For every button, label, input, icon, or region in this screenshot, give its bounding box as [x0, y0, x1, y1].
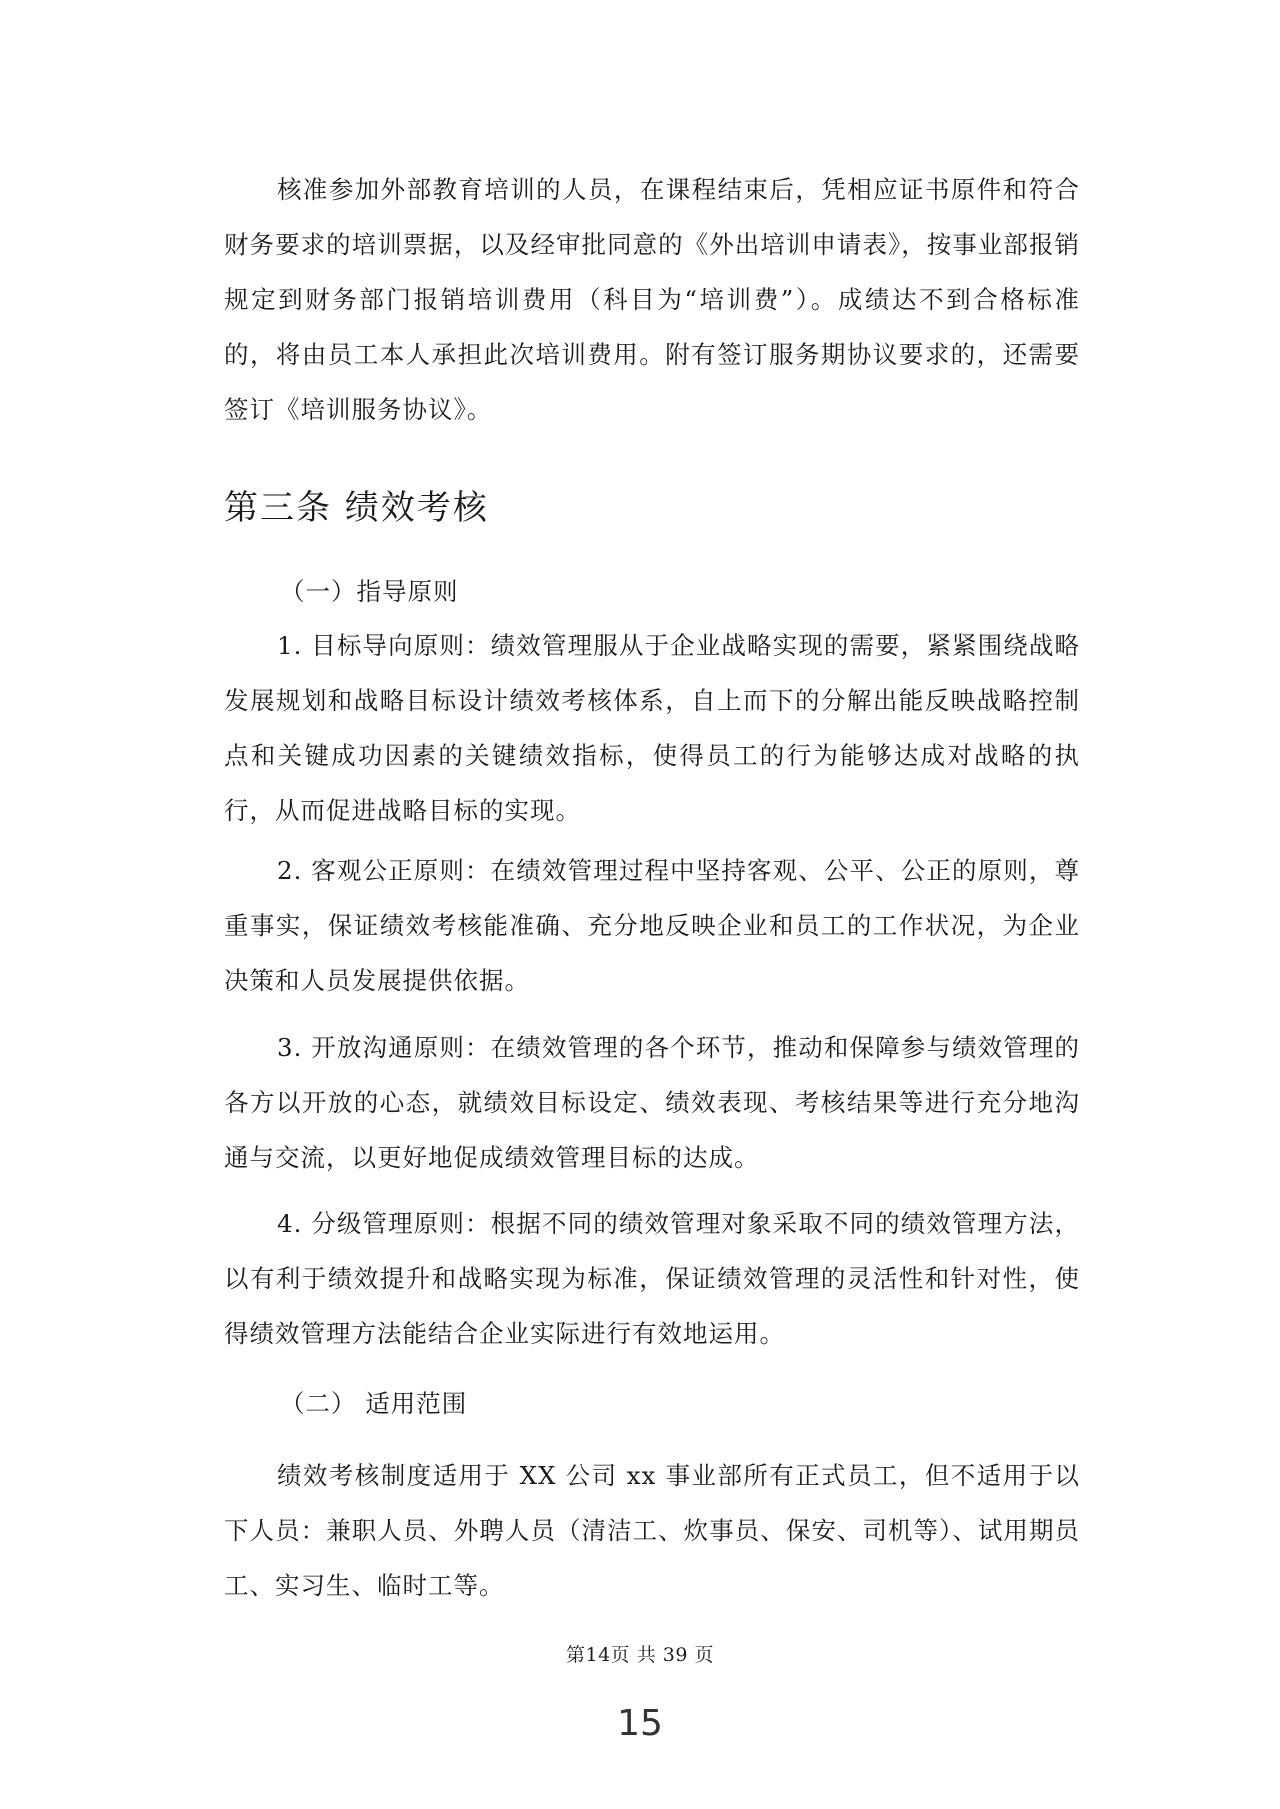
principle-paragraph: 3. 开放沟通原则：在绩效管理的各个环节，推动和保障参与绩效管理的各方以开放的心态，就绩效目标设定、绩效表现、考核结果等进行充分地沟通与交流，以更好地促成绩效管理目标的达成。 [224, 1033, 1080, 1172]
section-title: 第三条 绩效考核 [224, 488, 489, 528]
intro-paragraph: 核准参加外部教育培训的人员，在课程结束后，凭相应证书原件和符合财务要求的培训票据，以及经审批同意的《外出培训申请表》，按事业部报销规定到财务部门报销培训费用（科目为“培训费”）。成绩达不到合格标准的，将由员工本人承担此次培训费用。附有签订服务期协议要求的，还需要签订《培训服务协议》。 [224, 175, 1080, 424]
subsection-title-scope: （二） 适用范围 [280, 1389, 468, 1418]
principle-paragraph: 2. 客观公正原则：在绩效管理过程中坚持客观、公平、公正的原则，尊重事实，保证绩效考核能准确、充分地反映企业和员工的工作状况，为企业决策和人员发展提供依据。 [224, 856, 1080, 995]
viewer-page-number: 15 [617, 1703, 663, 1744]
page-footer-label: 第14页 共 39 页 [566, 1644, 714, 1666]
principle-paragraph: 4. 分级管理原则：根据不同的绩效管理对象采取不同的绩效管理方法，以有利于绩效提升和战略实现为标准，保证绩效管理的灵活性和针对性，使得绩效管理方法能结合企业实际进行有效地运用。 [224, 1209, 1080, 1348]
scope-paragraph: 绩效考核制度适用于 XX 公司 xx 事业部所有正式员工，但不适用于以下人员：兼职人员、外聘人员（清洁工、炊事员、保安、司机等）、试用期员工、实习生、临时工等。 [224, 1461, 1080, 1600]
principle-paragraph: 1. 目标导向原则：绩效管理服从于企业战略实现的需要，紧紧围绕战略发展规划和战略目标设计绩效考核体系，自上而下的分解出能反映战略控制点和关键成功因素的关键绩效指标，使得员工的行为能够达成对战略的执行，从而促进战略目标的实现。 [224, 631, 1080, 825]
subsection-title-guiding-principles: （一）指导原则 [280, 577, 459, 606]
